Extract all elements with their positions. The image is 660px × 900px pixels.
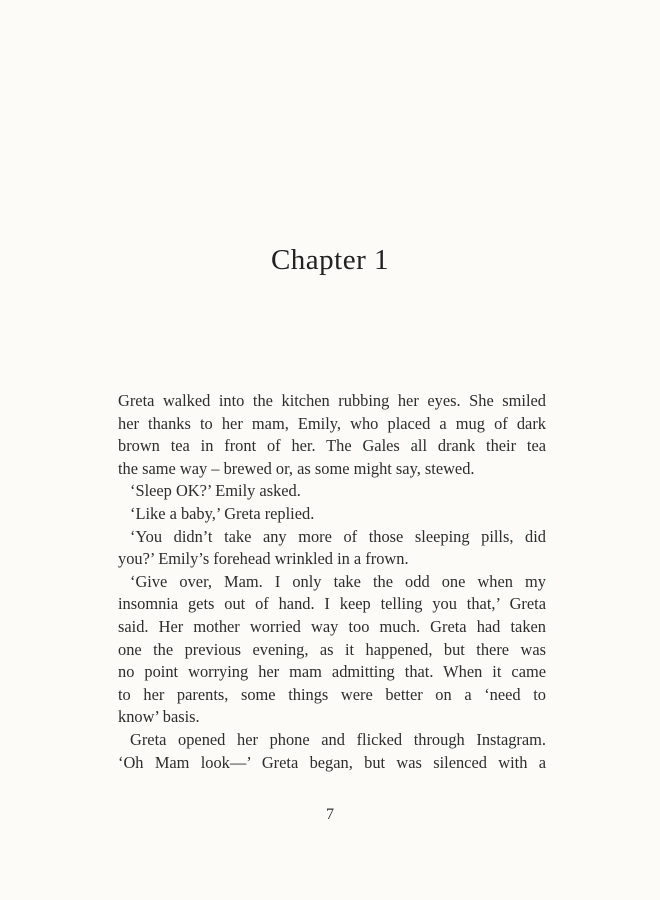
text-line: her thanks to her mam, Emily, who placed a mug of dark <box>118 413 546 433</box>
text-line: insomnia gets out of hand. I keep telling you that,’ Greta <box>118 594 546 614</box>
text-line: brown tea in front of her. The Gales all drank their tea <box>118 436 546 456</box>
text-line: ‘Give over, Mam. I only take the odd one when my <box>130 571 546 591</box>
text-line: ‘Sleep OK?’ Emily asked. <box>130 481 301 501</box>
text-line: Greta walked into the kitchen rubbing her eyes. She smiled <box>118 391 546 410</box>
text-line: ‘You didn’t take any more of those sleeping pills, did <box>130 526 546 546</box>
text-line: no point worrying her mam admitting that. When it came <box>118 662 546 682</box>
text-line: ‘Oh Mam look—’ Greta began, but was silenced with a <box>118 752 546 772</box>
chapter-title: Chapter 1 <box>270 244 390 276</box>
text-line: Greta opened her phone and flicked through Instagram. <box>130 729 546 749</box>
text-line: said. Her mother worried way too much. Greta had taken <box>118 616 546 636</box>
text-line: the same way – brewed or, as some might say, stewed. <box>118 458 475 478</box>
page-number: 7 <box>326 806 334 823</box>
text-line: ‘Like a baby,’ Greta replied. <box>130 503 315 523</box>
text-line: to her parents, some things were better on a ‘need to <box>118 684 546 704</box>
text-line: you?’ Emily’s forehead wrinkled in a frown. <box>118 549 409 569</box>
text-line: know’ basis. <box>118 707 200 727</box>
body-text <box>118 390 546 774</box>
text-line: one the previous evening, as it happened, but there was <box>118 639 546 659</box>
